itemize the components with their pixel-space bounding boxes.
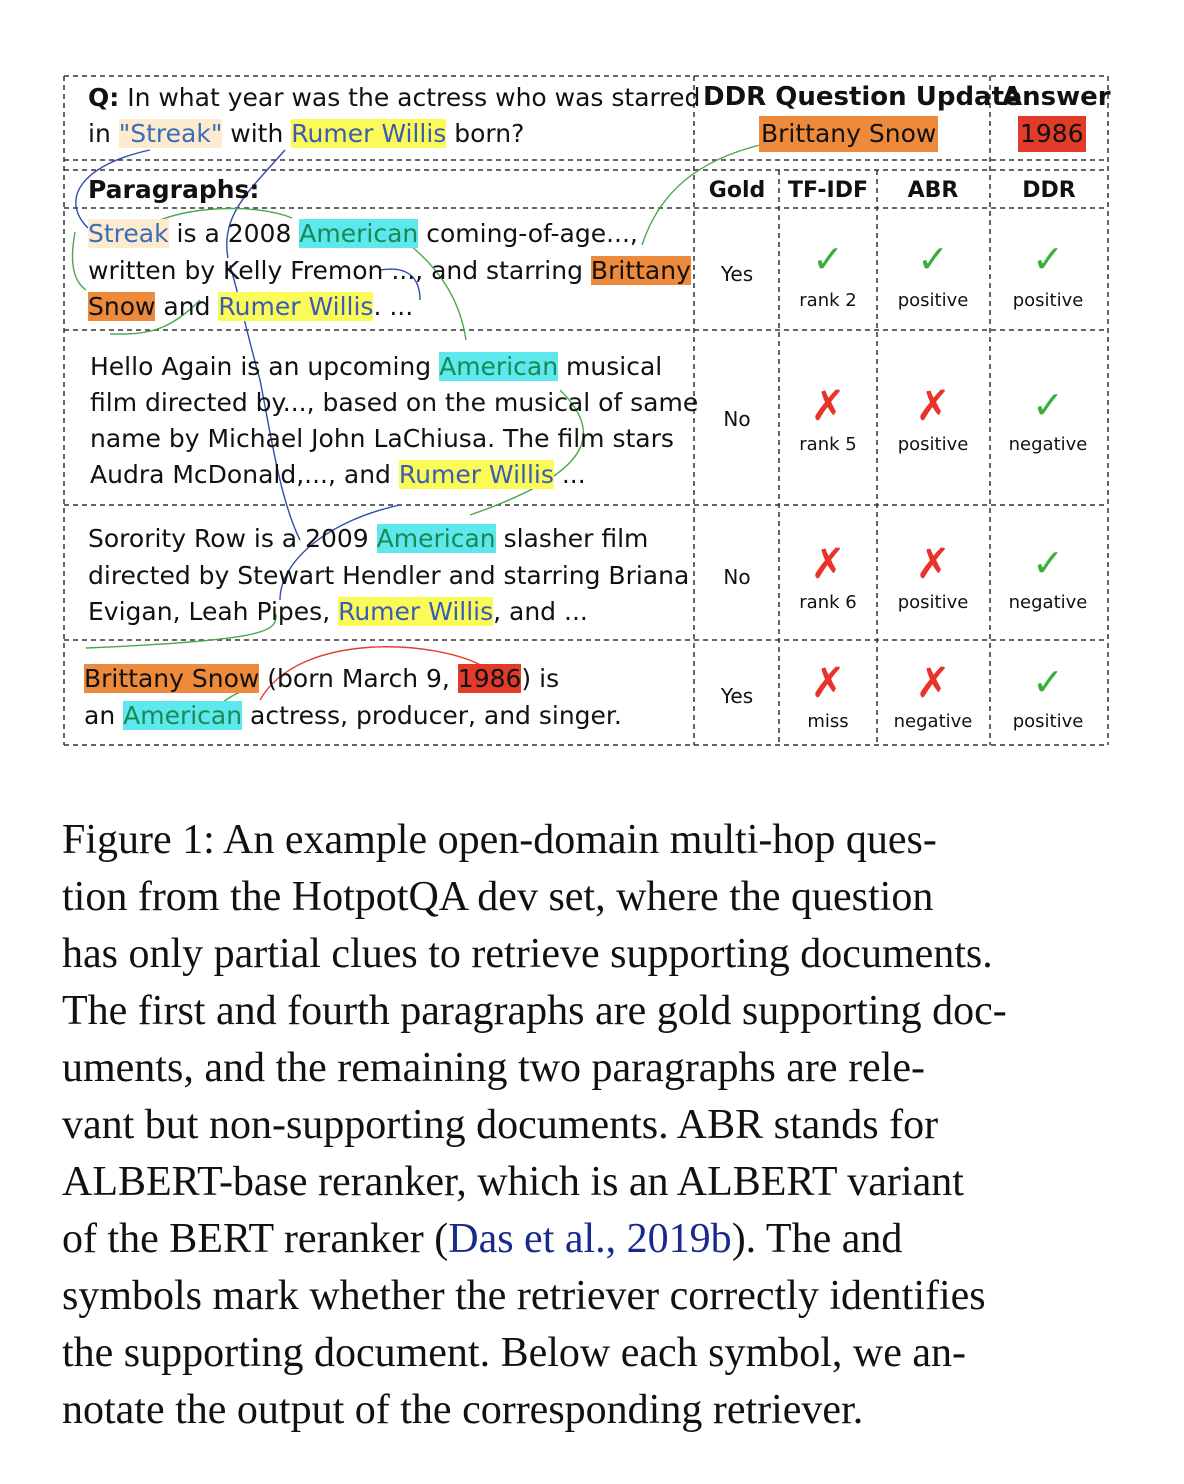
- gold-value: No: [723, 565, 751, 589]
- p4-text: (born March 9,: [259, 664, 458, 693]
- p1-text: coming-of-age...,: [418, 219, 638, 248]
- question-prefix: Q:: [88, 83, 120, 112]
- rumer-willis-highlight: Rumer Willis: [218, 292, 374, 321]
- caption-text: ). The and: [731, 1216, 903, 1262]
- paragraph-3-line-1: [88, 521, 648, 557]
- paragraph-1-line-1: [88, 216, 638, 252]
- question-text-2a: in: [88, 119, 119, 148]
- p1-text: and: [155, 292, 219, 321]
- brittany-snow-highlight: Brittany Snow: [84, 664, 260, 693]
- paragraph-1-line-3: [88, 289, 413, 325]
- check-icon: ✓: [917, 239, 949, 281]
- ddr-result: positive: [1012, 711, 1084, 732]
- paragraph-3-line-2: directed by Stewart Hendler and starring Briana: [88, 561, 690, 590]
- paragraph-2-line-1: [90, 349, 662, 385]
- question-line-1: [88, 80, 700, 116]
- cross-icon: ✗: [810, 540, 846, 587]
- snow-highlight: Snow: [88, 292, 156, 321]
- tfidf-result: rank 6: [799, 592, 857, 613]
- p2-text: Hello Again is an upcoming: [90, 352, 440, 381]
- american-highlight: American: [439, 352, 559, 381]
- caption-line: has only partial clues to retrieve supporting documents.: [62, 931, 993, 977]
- paragraph-2-line-2: film directed by..., based on the musical of same: [90, 388, 699, 417]
- american-highlight: American: [123, 701, 243, 730]
- caption-line: Figure 1: An example open-domain multi-hop ques-: [62, 817, 937, 863]
- p4-text: ) is: [521, 664, 560, 693]
- ddr-question-update-header: DDR Question Update: [703, 82, 1022, 112]
- abr-header: ABR: [907, 178, 959, 203]
- cross-icon: ✗: [915, 382, 951, 429]
- cross-icon: ✗: [915, 540, 951, 587]
- p1-text: is a 2008: [168, 219, 300, 248]
- cross-icon: ✗: [810, 382, 846, 429]
- ddr-result: negative: [1008, 592, 1088, 613]
- caption-line: vant but non-supporting documents. ABR stands for: [62, 1102, 939, 1148]
- cross-icon: ✗: [810, 659, 846, 706]
- paragraph-2-line-3: name by Michael John LaChiusa. The film stars: [90, 424, 674, 453]
- p1-text: . ...: [373, 292, 414, 321]
- p3-text: slasher film: [495, 524, 649, 553]
- rumer-willis-highlight: Rumer Willis: [338, 597, 494, 626]
- p2-text: ...: [553, 460, 586, 489]
- p2-text: Audra McDonald,..., and: [90, 460, 399, 489]
- cross-icon: ✗: [915, 659, 951, 706]
- tfidf-result: rank 2: [799, 290, 857, 311]
- paragraph-4-line-2: [84, 698, 622, 734]
- abr-result: positive: [897, 290, 969, 311]
- caption-text: of the BERT reranker (: [62, 1216, 449, 1262]
- american-highlight: American: [299, 219, 419, 248]
- check-icon: ✓: [1032, 239, 1064, 281]
- check-icon: ✓: [812, 239, 844, 281]
- ddr-result: positive: [1012, 290, 1084, 311]
- caption-line: the supporting document. Below each symbol, we an-: [62, 1330, 966, 1376]
- caption-line: The first and fourth paragraphs are gold supporting doc-: [62, 988, 1007, 1034]
- ddr-result: negative: [1008, 434, 1088, 455]
- tfidf-result: miss: [807, 711, 849, 732]
- abr-result: positive: [897, 592, 969, 613]
- paragraph-1-line-2: [88, 253, 691, 289]
- abr-result: negative: [893, 711, 973, 732]
- question-text-2c: born?: [446, 119, 525, 148]
- question-line-2: [88, 116, 524, 152]
- p3-text: , and ...: [493, 597, 588, 626]
- tfidf-result: rank 5: [799, 434, 857, 455]
- streak-highlight: Streak: [88, 219, 169, 248]
- p2-text: musical: [558, 352, 663, 381]
- p4-text: actress, producer, and singer.: [242, 701, 622, 730]
- rumer-willis-highlight: Rumer Willis: [398, 460, 554, 489]
- p1-text: written by Kelly Fremon ..., and starring: [88, 256, 591, 285]
- caption-line: ALBERT-base reranker, which is an ALBERT variant: [62, 1159, 964, 1205]
- ddr-update-value: Brittany Snow: [759, 116, 938, 152]
- p4-text: an: [84, 701, 124, 730]
- question-text-2b: with: [222, 119, 292, 148]
- rumer-willis-highlight: Rumer Willis: [291, 119, 447, 148]
- paragraphs-header: Paragraphs:: [88, 175, 260, 204]
- tfidf-header: TF-IDF: [788, 178, 868, 203]
- check-icon: ✓: [1032, 662, 1064, 704]
- caption-line: uments, and the remaining two paragraphs are rele-: [62, 1045, 925, 1091]
- citation-link[interactable]: Das et al., 2019b: [448, 1216, 732, 1262]
- gold-value: Yes: [720, 262, 754, 286]
- paragraph-2-line-4: [90, 457, 586, 493]
- question-text-1: In what year was the actress who was starred: [119, 83, 701, 112]
- year-1986-highlight: 1986: [457, 664, 522, 693]
- check-icon: ✓: [1032, 385, 1064, 427]
- brittany-highlight: Brittany: [590, 256, 691, 285]
- caption-line: [62, 1211, 1122, 1268]
- gold-value: No: [723, 407, 751, 431]
- p3-text: Evigan, Leah Pipes,: [88, 597, 339, 626]
- abr-result: positive: [897, 434, 969, 455]
- p3-text: Sorority Row is a 2009: [88, 524, 377, 553]
- caption-line: symbols mark whether the retriever correctly identifies: [62, 1273, 986, 1319]
- gold-value: Yes: [720, 684, 754, 708]
- ddr-header: DDR: [1022, 178, 1076, 203]
- caption-line: tion from the HotpotQA dev set, where the question: [62, 874, 934, 920]
- caption-line: notate the output of the corresponding retriever.: [62, 1387, 864, 1433]
- streak-quoted: "Streak": [118, 119, 223, 148]
- check-icon: ✓: [1032, 543, 1064, 585]
- paragraph-4-line-1: [84, 661, 559, 697]
- answer-header: Answer: [1002, 82, 1111, 112]
- paragraph-3-line-3: [88, 594, 588, 630]
- gold-header: Gold: [708, 178, 766, 203]
- answer-value: 1986: [1018, 116, 1086, 152]
- american-highlight: American: [376, 524, 496, 553]
